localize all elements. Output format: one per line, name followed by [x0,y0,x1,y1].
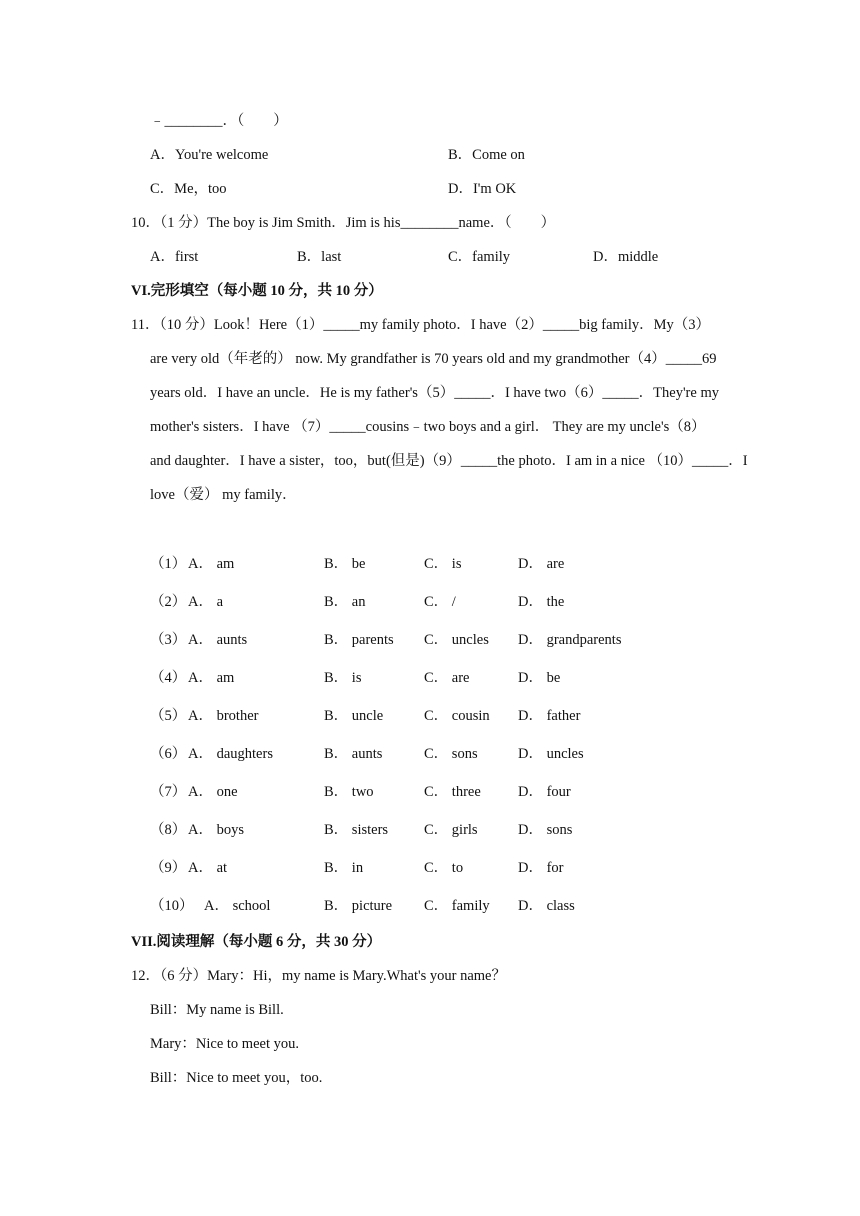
choice-number: （1） [150,556,187,572]
section-6-title: VI.完形填空（每小题 10 分，共 10 分） [131,283,383,299]
q11-choice-row [150,668,750,688]
choice-d: D． father [518,708,581,724]
choice-c: C． sons [424,746,478,762]
choice-d: D． for [518,860,564,876]
choice-a: A． one [188,784,238,800]
choice-number: （7） [150,784,187,800]
choice-d: D． the [518,594,565,610]
q11-passage-line: 11．（10 分）Look！Here（1）_____my family photo．I have（2）_____big family．My（3） [131,317,710,333]
q11-choice-row [150,896,750,916]
choice-d: D． grandparents [518,632,622,648]
choice-c: C． / [424,594,456,610]
q10-option-d: D．middle [593,249,659,265]
choice-b: B． uncle [324,708,384,724]
choice-d: D． are [518,556,565,572]
choice-a: A． aunts [188,632,248,648]
q9-prompt: ﹣________．（ ） [150,113,288,129]
q11-choice-row [150,744,750,764]
q11-passage-line: and daughter．I have a sister，too，but(但是)（9）_____the photo．I am in a nice （10）_____．I [150,453,748,469]
choice-c: C． to [424,860,464,876]
choice-b: B． is [324,670,362,686]
q10-option-c: C．family [448,249,511,265]
q11-choice-row [150,706,750,726]
q9-option-d: D．I'm OK [448,181,517,197]
choice-b: B． two [324,784,374,800]
q9-option-c: C．Me，too [150,181,227,197]
choice-d: D． uncles [518,746,584,762]
q11-choice-row [150,820,750,840]
choice-b: B． in [324,860,364,876]
q11-passage-line: love（爱） my family． [150,487,297,503]
choice-b: B． aunts [324,746,383,762]
choice-c: C． are [424,670,470,686]
choice-a: A． am [188,556,235,572]
choice-d: D． be [518,670,561,686]
q11-passage-line: are very old（年老的） now. My grandfather is 70 years old and my grandmother（4）_____69 [150,351,717,367]
q11-choice-row [150,858,750,878]
choice-c: C． three [424,784,481,800]
choice-number: （6） [150,746,187,762]
q10-option-b: B．last [297,249,342,265]
q12-dialogue-line: Mary：Nice to meet you. [150,1036,299,1052]
section-7-title: VII.阅读理解（每小题 6 分，共 30 分） [131,934,382,950]
choice-number: （3） [150,632,187,648]
q11-choice-row [150,630,750,650]
choice-c: C． girls [424,822,478,838]
q9-option-b: B．Come on [448,147,525,163]
q12-dialogue-line: Bill：Nice to meet you，too. [150,1070,323,1086]
choice-number: （10） [150,898,194,914]
q11-choice-row [150,554,750,574]
choice-d: D． class [518,898,575,914]
choice-c: C． family [424,898,490,914]
q12-dialogue-line: Bill：My name is Bill. [150,1002,284,1018]
choice-a: A． am [188,670,235,686]
choice-a: A． daughters [188,746,273,762]
q11-choice-row [150,782,750,802]
choice-d: D． four [518,784,571,800]
choice-b: B． picture [324,898,393,914]
q11-choice-row [150,592,750,612]
choice-c: C． is [424,556,462,572]
choice-b: B． parents [324,632,394,648]
choice-b: B． an [324,594,366,610]
choice-number: （4） [150,670,187,686]
q11-passage-line: years old．I have an uncle．He is my father's（5）_____．I have two（6）_____．They're my [150,385,719,401]
choice-number: （5） [150,708,187,724]
choice-c: C． uncles [424,632,489,648]
q11-passage-line: mother's sisters．I have （7）_____cousins﹣two boys and a girl． They are my uncle's（8） [150,419,706,435]
choice-number: （8） [150,822,187,838]
choice-a: A． at [188,860,228,876]
choice-a: A． boys [188,822,244,838]
choice-number: （9） [150,860,187,876]
choice-a: A． a [188,594,224,610]
choice-d: D． sons [518,822,573,838]
q10-stem: 10．（1 分）The boy is Jim Smith．Jim is his________name．（ ） [131,215,556,231]
choice-a: A． brother [188,708,259,724]
choice-a: A． school [204,898,271,914]
q10-option-a: A．first [150,249,199,265]
choice-number: （2） [150,594,187,610]
q12-stem: 12．（6 分）Mary：Hi，my name is Mary.What's your name？ [131,968,506,984]
choice-b: B． sisters [324,822,389,838]
q9-option-a: A．You're welcome [150,147,269,163]
choice-c: C． cousin [424,708,490,724]
choice-b: B． be [324,556,366,572]
